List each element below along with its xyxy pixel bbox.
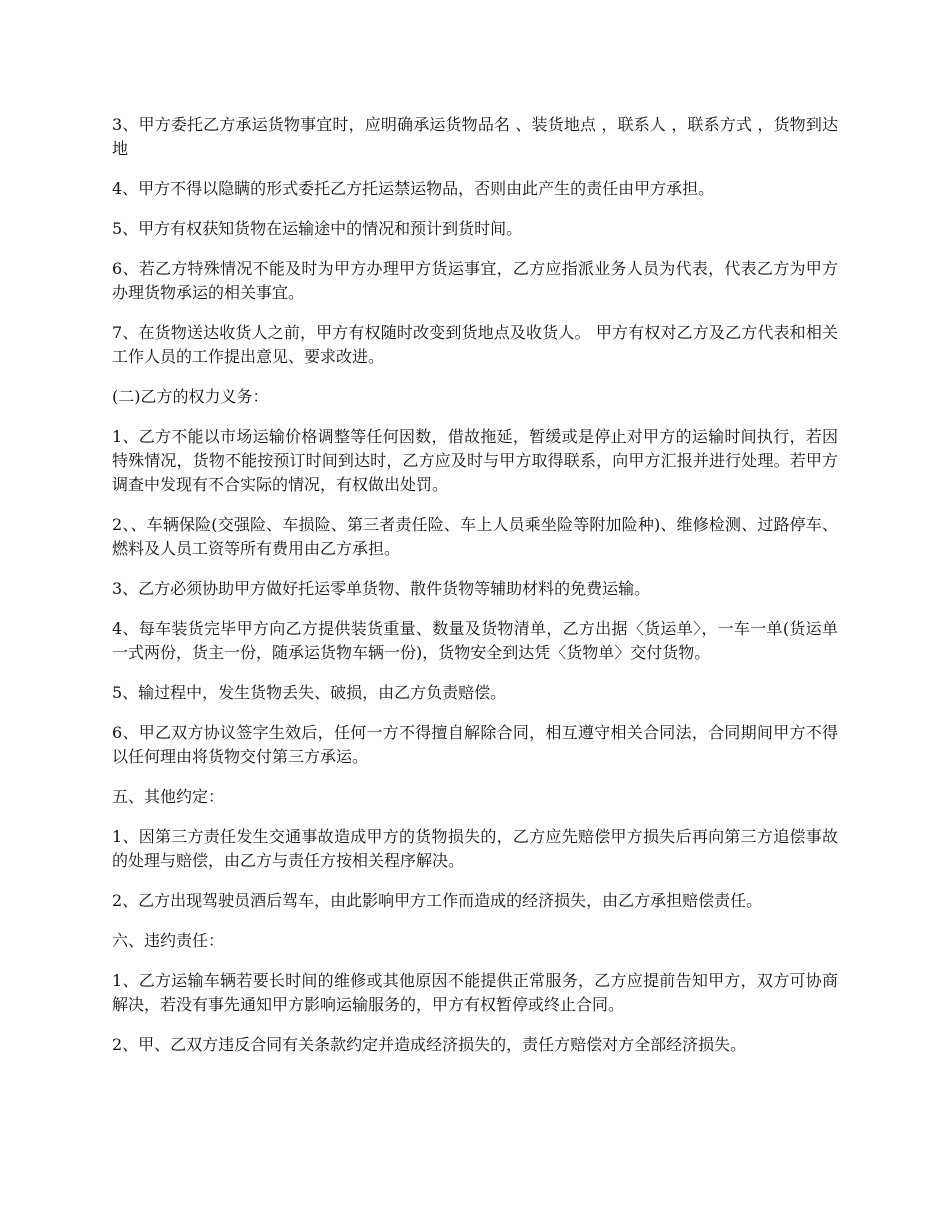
clause-b4: 4、每车装货完毕甲方向乙方提供装货重量、数量及货物清单，乙方出据〈货运单〉，一车一单(货运单一式两份，货主一份，随承运货物车辆一份)，货物安全到达凭〈货物单〉交付货物。 bbox=[112, 619, 838, 662]
clause-b1: 1、乙方不能以市场运输价格调整等任何因数，借故拖延，暂缓或是停止对甲方的运输时间执行，若因特殊情况，货物不能按预订时间到达时，乙方应及时与甲方取得联系，向甲方汇报并进行处理。若甲方调查中发现有不合实际的情况，有权做出处罚。 bbox=[112, 427, 838, 494]
document-page bbox=[112, 113, 838, 1073]
clause-other-2: 2、乙方出现驾驶员酒后驾车，由此影响甲方工作而造成的经济损失，由乙方承担赔偿责任。 bbox=[112, 891, 763, 910]
clause-b5: 5、输过程中，发生货物丢失、破损，由乙方负责赔偿。 bbox=[112, 683, 507, 702]
clause-a3: 3、甲方委托乙方承运货物事宜时，应明确承运货物品名 、装货地点 ，联系人 ，联系方式 ，货物到达地 bbox=[112, 115, 838, 158]
clause-breach-1: 1、乙方运输车辆若要长时间的维修或其他原因不能提供正常服务，乙方应提前告知甲方，双方可协商解决，若没有事先通知甲方影响运输服务的，甲方有权暂停或终止合同。 bbox=[112, 971, 838, 1014]
clause-b6: 6、甲乙双方协议签字生效后，任何一方不得擅自解除合同，相互遵守相关合同法，合同期间甲方不得以任何理由将货物交付第三方承运。 bbox=[112, 723, 838, 766]
clause-a5: 5、甲方有权获知货物在运输途中的情况和预计到货时间。 bbox=[112, 219, 523, 238]
clause-a7: 7、在货物送达收货人之前，甲方有权随时改变到货地点及收货人。 甲方有权对乙方及乙方代表和相关工作人员的工作提出意见、要求改进。 bbox=[112, 323, 838, 366]
clause-b2: 2、、车辆保险(交强险、车损险、第三者责任险、车上人员乘坐险等附加险种)、维修检测、过路停车、燃料及人员工资等所有费用由乙方承担。 bbox=[112, 515, 838, 558]
clause-other-1: 1、因第三方责任发生交通事故造成甲方的货物损失的，乙方应先赔偿甲方损失后再向第三方追偿事故的处理与赔偿，由乙方与责任方按相关程序解决。 bbox=[112, 827, 838, 870]
clause-a4: 4、甲方不得以隐瞒的形式委托乙方托运禁运物品，否则由此产生的责任由甲方承担。 bbox=[112, 179, 715, 198]
clause-a6: 6、若乙方特殊情况不能及时为甲方办理甲方货运事宜，乙方应指派业务人员为代表，代表乙方为甲方办理货物承运的相关事宜。 bbox=[112, 259, 838, 302]
section-heading-breach-liability: 六、违约责任： bbox=[112, 931, 225, 950]
section-heading-party-b-duties: (二)乙方的权力义务： bbox=[112, 387, 269, 406]
clause-b3: 3、乙方必须协助甲方做好托运零单货物、散件货物等辅助材料的免费运输。 bbox=[112, 579, 651, 598]
clause-breach-2: 2、甲、乙双方违反合同有关条款约定并造成经济损失的，责任方赔偿对方全部经济损失。 bbox=[112, 1035, 747, 1054]
section-heading-other-terms: 五、其他约定： bbox=[112, 787, 225, 806]
